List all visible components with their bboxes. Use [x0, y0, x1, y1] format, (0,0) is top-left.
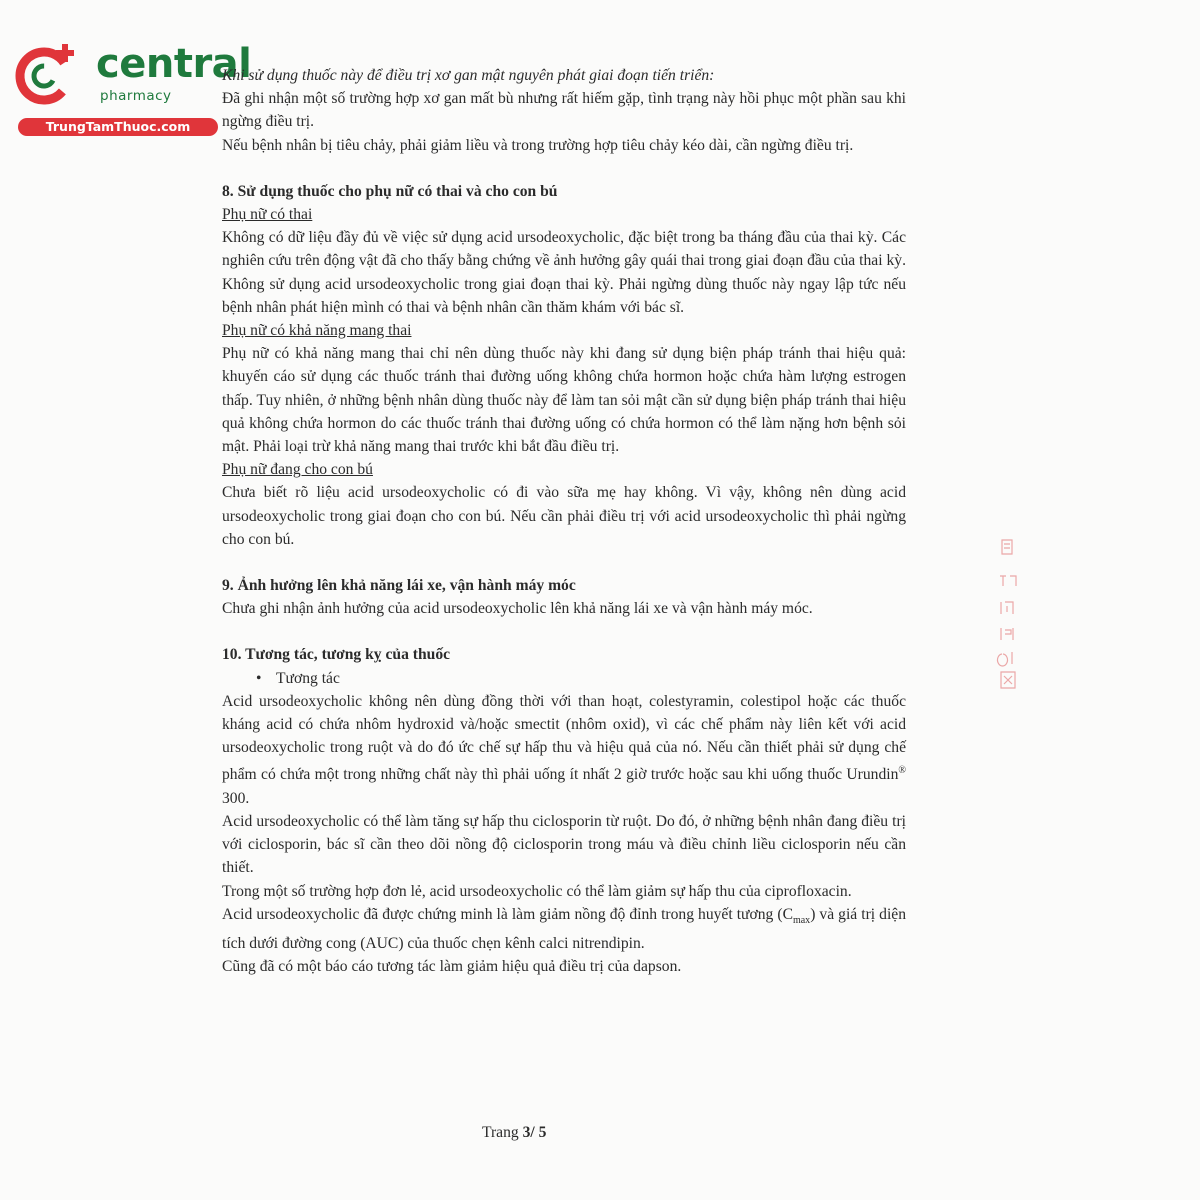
- section-10-paragraph-1: [222, 690, 906, 810]
- section-10-paragraph-4-tail: ) và giá trị diện tích dưới đường cong (AUC) của thuốc chẹn kênh calci nitrendipin.: [222, 905, 906, 953]
- section-8-paragraph-1: Không có dữ liệu đầy đủ về việc sử dụng acid ursodeoxycholic, đặc biệt trong ba tháng đầu của thai kỳ. Các nghiên cứu trên động vật đã cho thấy bằng chứng về ảnh hưởng gây quái thai trong giai đoạn đầu của thai kỳ. Không sử dụng acid ursodeoxycholic trong giai đoạn thai kỳ. Phải ngừng dùng thuốc này ngay lập tức nếu bệnh nhân phát hiện mình có thai và bệnh nhân cần thăm khám với bác sĩ.: [222, 229, 906, 316]
- section-10-paragraph-1-tail: 300.: [222, 789, 250, 807]
- section-8-subheading-childbearing: Phụ nữ có khả năng mang thai: [222, 322, 412, 340]
- page-number-value: 3/ 5: [522, 1124, 547, 1141]
- section-10-bullet: [222, 667, 906, 690]
- bullet-dot-icon: •: [256, 669, 262, 687]
- logo-mark-icon: [10, 38, 90, 118]
- section-9-title: 9. Ảnh hưởng lên khả năng lái xe, vận hành máy móc: [222, 577, 576, 595]
- logo-url-badge: TrungTamThuoc.com: [18, 118, 218, 136]
- section-10-paragraph-4-text: Acid ursodeoxycholic đã được chứng minh là làm giảm nồng độ đỉnh trong huyết tương (C: [222, 905, 793, 923]
- section-8-paragraph-3: Chưa biết rõ liệu acid ursodeoxycholic có đi vào sữa mẹ hay không. Vì vậy, không nên dùng acid ursodeoxycholic trong giai đoạn cho con bú. Nếu cần phải điều trị với acid ursodeoxycholic thì phải ngừng cho con bú.: [222, 484, 906, 548]
- intro-paragraph-1: Đã ghi nhận một số trường hợp xơ gan mất bù nhưng rất hiếm gặp, tình trạng này hồi phục một phần sau khi ngừng điều trị.: [222, 90, 906, 131]
- section-10-paragraph-2: Acid ursodeoxycholic có thể làm tăng sự hấp thu ciclosporin từ ruột. Do đó, ở những bệnh nhân đang điều trị với ciclosporin, bác sĩ cần theo dõi nồng độ ciclosporin trong máu và điều chỉnh liều ciclosporin nếu cần thiết.: [222, 813, 906, 877]
- section-9-paragraph-1: Chưa ghi nhận ảnh hưởng của acid ursodeoxycholic lên khả năng lái xe và vận hành máy móc.: [222, 600, 813, 618]
- stamp-fragment-icon: [996, 532, 1020, 712]
- section-10-paragraph-5: Cũng đã có một báo cáo tương tác làm giảm hiệu quả điều trị của dapson.: [222, 958, 682, 976]
- intro-heading: Khi sử dụng thuốc này để điều trị xơ gan mật nguyên phát giai đoạn tiến triển:: [222, 67, 715, 84]
- section-8-subheading-breastfeeding: Phụ nữ đang cho con bú: [222, 461, 373, 479]
- logo-brand-text: central: [96, 41, 252, 87]
- page-number: [482, 1124, 546, 1142]
- cmax-subscript: max: [792, 915, 811, 926]
- section-10-title: 10. Tương tác, tương kỵ của thuốc: [222, 646, 451, 664]
- logo-sub-text: pharmacy: [100, 88, 172, 104]
- section-10-paragraph-4: [222, 903, 906, 956]
- section-10-paragraph-1-text: Acid ursodeoxycholic không nên dùng đồng thời với than hoạt, colestyramin, colestipol hoặc các thuốc kháng acid có chứa nhôm hydroxid và/hoặc smectit (nhôm oxid), vì các chế phẩm này liên kết với acid ursodeoxycholic trong ruột và do đó ức chế sự hấp thu và hiệu quả của nó. Nếu cần thiết phải sử dụng chế phẩm có chứa một trong những chất này thì phải uống ít nhất 2 giờ trước hoặc sau khi uống thuốc Urundin: [222, 692, 906, 784]
- registered-mark: ®: [898, 765, 906, 777]
- central-pharmacy-logo: [10, 38, 252, 138]
- section-8-title: 8. Sử dụng thuốc cho phụ nữ có thai và cho con bú: [222, 182, 558, 200]
- page-number-label: Trang: [482, 1124, 519, 1141]
- section-8-subheading-pregnant: Phụ nữ có thai: [222, 206, 313, 224]
- document-body: [222, 64, 906, 979]
- section-10-bullet-label: Tương tác: [276, 669, 340, 687]
- section-10-paragraph-3: Trong một số trường hợp đơn lẻ, acid ursodeoxycholic có thể làm giảm sự hấp thu của ciprofloxacin.: [222, 882, 852, 900]
- red-stamp-fragment: [996, 532, 1020, 712]
- intro-paragraph-2: Nếu bệnh nhân bị tiêu chảy, phải giảm liều và trong trường hợp tiêu chảy kéo dài, cần ngừng điều trị.: [222, 136, 854, 154]
- section-8-paragraph-2: Phụ nữ có khả năng mang thai chỉ nên dùng thuốc này khi đang sử dụng biện pháp tránh thai hiệu quả: khuyến cáo sử dụng các thuốc tránh thai đường uống không chứa hormon hoặc chứa hàm lượng estrogen thấp. Tuy nhiên, ở những bệnh nhân dùng thuốc này để làm tan sỏi mật cần sử dụng biện pháp tránh thai hiệu quả không chứa hormon do các thuốc tránh thai đường uống có chứa hormon có thể làm nặng hơn bệnh sỏi mật. Phải loại trừ khả năng mang thai trước khi bắt đầu điều trị.: [222, 345, 906, 456]
